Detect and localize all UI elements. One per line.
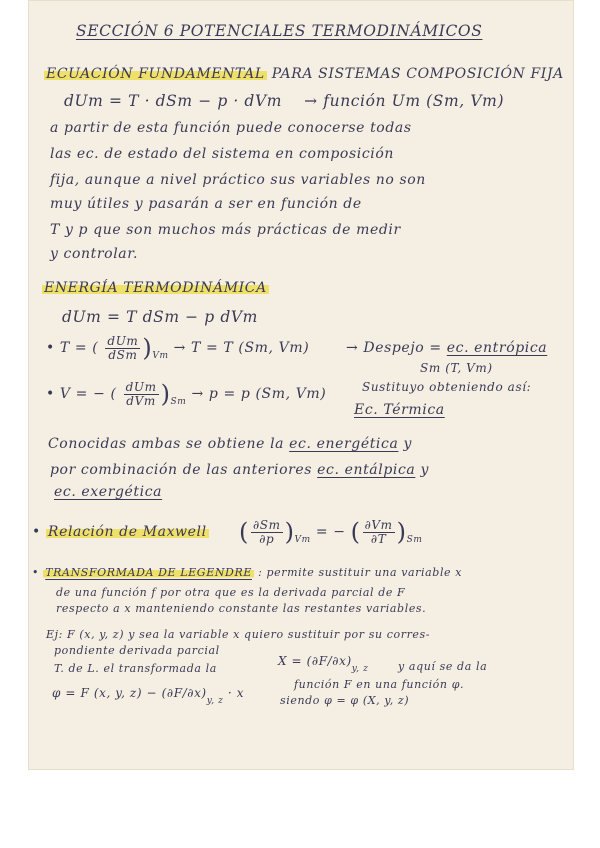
t-lhs: T = ( xyxy=(59,340,99,356)
temperature-derivation: • T = ( $\frac{\text{dUm}}{\text{dSm}}$ )$_{Vm} \to T = T$ (Sm, Vm) xyxy=(46,333,310,362)
maxwell-label: Relación de Maxwell xyxy=(47,524,207,540)
v-fraction-num: dUm xyxy=(125,379,157,394)
maxwell-lhs xyxy=(251,519,283,545)
x-def: X = (∂F/∂x) xyxy=(278,654,352,668)
v-fraction-den: dVm xyxy=(126,393,156,408)
energia-heading-text: ENERGÍA TERMODINÁMICA xyxy=(44,280,267,296)
maxwell-rhs-den: ∂T xyxy=(370,531,387,546)
t-fraction-sub: Vm xyxy=(152,351,169,361)
bullet-icon: • xyxy=(46,340,55,356)
paragraph-line: muy útiles y pasarán a ser en función de xyxy=(50,196,362,212)
page-title: SECCIÓN 6 POTENCIALES TERMODINÁMICOS xyxy=(76,22,483,40)
example-line: Ej: F (x, y, z) y sea la variable x quiero sustituir por su corres- xyxy=(46,628,431,641)
legendre-line: de una función f por otra que es la derivada parcial de F xyxy=(56,586,406,599)
volume-derivation: • V = − ( $\frac{\text{dUm}}{\text{dVm}}$ )$_{Sm} \to p = p$ (Sm, Vm) xyxy=(46,379,327,408)
paragraph-line: T y p que son muchos más prácticas de medir xyxy=(50,222,401,238)
paragraph-line: y controlar. xyxy=(50,246,139,262)
maxwell-eq: = − xyxy=(315,524,346,540)
example-line: función F en una función φ. xyxy=(294,678,465,691)
paragraph-line: fija, aunque a nivel práctico sus variables no son xyxy=(50,172,426,188)
conclusion-and: y xyxy=(403,436,412,452)
phi-def-sub: y, z xyxy=(206,696,224,706)
bullet-icon: • xyxy=(46,386,55,402)
example-line: siendo φ = φ (X, y, z) xyxy=(280,694,410,707)
ec-exergetica: ec. exergética xyxy=(54,484,163,500)
conclusion-text: Conocidas ambas se obtiene la xyxy=(48,436,285,452)
t-fraction xyxy=(105,335,140,361)
section-heading-highlight: ECUACIÓN FUNDAMENTAL xyxy=(46,66,265,82)
ec-entalpica: ec. entálpica xyxy=(317,462,416,478)
v-fraction-sub: Sm xyxy=(170,397,187,407)
v-fraction xyxy=(124,381,159,407)
conclusion-text: por combinación de las anteriores xyxy=(50,462,313,478)
phi-tail: · x xyxy=(227,686,245,700)
t-fraction-num: dUm xyxy=(107,333,139,348)
phi-definition xyxy=(52,686,244,706)
maxwell-relation: • Relación de Maxwell ( $\frac{\partial Sm}{\partial p}$ )$_{Vm}$ = − ( $\frac{\partial Vm}{\partial T}$ )$_{Sm}$ xyxy=(32,517,423,546)
example-line: y aquí se da la xyxy=(398,660,488,673)
fundamental-equation-line xyxy=(64,92,504,110)
example-line: T. de L. el transformada la xyxy=(54,662,217,675)
legendre-heading: TRANSFORMADA DE LEGENDRE xyxy=(45,566,252,579)
fundamental-equation-note: → función Um (Sm, Vm) xyxy=(304,92,505,110)
fundamental-equation: dUm = T · dSm − p · dVm xyxy=(64,92,283,110)
v-rhs: → p = p (Sm, Vm) xyxy=(191,386,327,402)
legendre-line: : permite sustituir una variable x xyxy=(258,566,463,579)
ec-energetica: ec. energética xyxy=(289,436,399,452)
t-note-1: → Despejo = xyxy=(346,340,442,356)
legendre-heading-line xyxy=(32,566,462,579)
x-def-sub: y, z xyxy=(351,664,369,674)
bullet-icon: • xyxy=(32,524,41,540)
maxwell-rhs xyxy=(363,519,395,545)
t-fraction-den: dSm xyxy=(108,347,138,362)
conclusion-and: y xyxy=(420,462,429,478)
v-note-1: Sustituyo obteniendo así: xyxy=(362,380,532,394)
t-note-2: Sm (T, Vm) xyxy=(420,361,493,375)
maxwell-lhs-sub: Vm xyxy=(294,535,311,545)
maxwell-rhs-sub: Sm xyxy=(406,535,423,545)
legendre-line: respecto a x manteniendo constante las restantes variables. xyxy=(56,602,427,615)
v-lhs: V = − ( xyxy=(59,386,117,402)
energia-equation: dUm = T dSm − p dVm xyxy=(62,308,258,326)
x-definition xyxy=(278,654,369,674)
section-heading-rest: PARA SISTEMAS COMPOSICIÓN FIJA xyxy=(271,66,564,82)
maxwell-lhs-den: ∂p xyxy=(259,531,275,546)
t-rhs: → T = T (Sm, Vm) xyxy=(173,340,310,356)
paragraph-line: las ec. de estado del sistema en composición xyxy=(50,146,394,162)
example-line: pondiente derivada parcial xyxy=(54,644,220,657)
maxwell-lhs-num: ∂Sm xyxy=(252,517,281,532)
paragraph-line: a partir de esta función puede conocerse todas xyxy=(50,120,412,136)
v-note-termica: Ec. Térmica xyxy=(354,402,445,418)
phi-def: φ = F (x, y, z) − (∂F/∂x) xyxy=(52,686,207,700)
t-note-line xyxy=(346,340,547,356)
conclusion-line-2 xyxy=(50,462,429,478)
t-note-entropica: ec. entrópica xyxy=(446,340,548,356)
bullet-icon: • xyxy=(32,566,40,579)
section-heading-line xyxy=(44,66,564,82)
notebook-page xyxy=(28,0,574,770)
conclusion-line-1 xyxy=(48,436,412,452)
energia-heading xyxy=(42,280,269,296)
maxwell-rhs-num: ∂Vm xyxy=(364,517,393,532)
